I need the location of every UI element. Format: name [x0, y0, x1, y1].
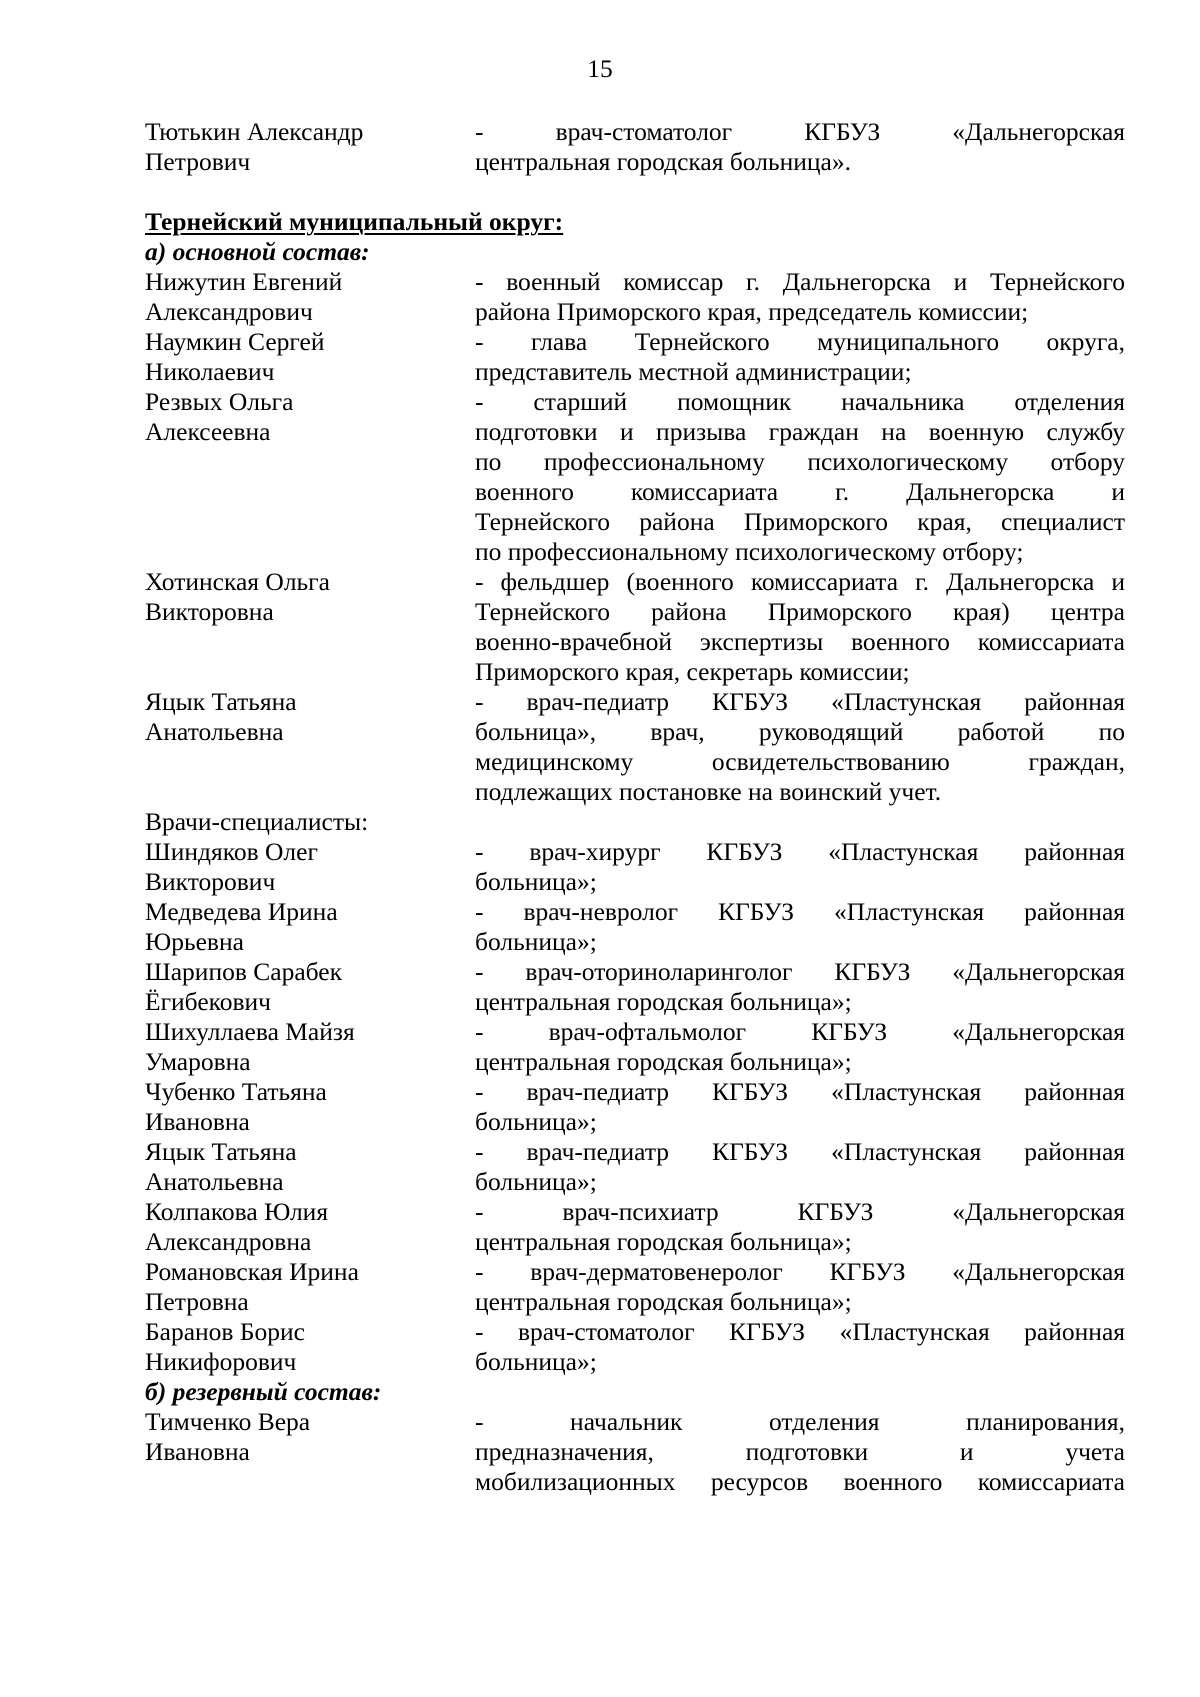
person-entry — [145, 327, 1125, 387]
specialists-label: Врачи-специалисты: — [145, 807, 369, 836]
role-line: - врач-дерматовенеролог КГБУЗ «Дальнегорская — [475, 1257, 1125, 1286]
person-entry — [145, 687, 1125, 807]
person-entry — [145, 1077, 1125, 1137]
name-line: Тимченко Вера — [145, 1407, 311, 1436]
role-line: подлежащих постановке на воинский учет. — [475, 777, 942, 806]
role-line: центральная городская больница»; — [475, 1227, 852, 1256]
role-line: мобилизационных ресурсов военного комиссариата — [475, 1467, 1125, 1496]
role-line: - врач-стоматолог КГБУЗ «Пластунская районная — [475, 1317, 1125, 1346]
person-name — [145, 1077, 475, 1137]
person-entry — [145, 1197, 1125, 1257]
person-entry — [145, 1317, 1125, 1377]
role-line: больница»; — [475, 867, 597, 896]
person-role — [475, 1257, 1125, 1317]
name-line: Наумкин Сергей — [145, 327, 325, 356]
person-name — [145, 1017, 475, 1077]
person-entry — [145, 1137, 1125, 1197]
person-name — [145, 957, 475, 1017]
name-line: Яцык Татьяна — [145, 1137, 297, 1166]
page-number: 15 — [587, 54, 613, 83]
role-line: - врач-педиатр КГБУЗ «Пластунская районная — [475, 687, 1125, 716]
role-line: - врач-педиатр КГБУЗ «Пластунская районная — [475, 1137, 1125, 1166]
person-entry — [145, 837, 1125, 897]
person-role — [475, 327, 1125, 387]
specialists-list — [145, 837, 1125, 1377]
role-line: - старший помощник начальника отделения — [475, 387, 1125, 416]
person-entry — [145, 897, 1125, 957]
name-line: Алексеевна — [145, 417, 271, 446]
role-line: - начальник отделения планирования, — [475, 1407, 1125, 1436]
name-line: Колпакова Юлия — [145, 1197, 329, 1226]
name-line: Умаровна — [145, 1047, 251, 1076]
role-line: центральная городская больница»; — [475, 1047, 852, 1076]
person-name — [145, 117, 475, 177]
role-line: по профессиональному психологическому отбору — [475, 447, 1125, 476]
document-body — [145, 117, 1125, 1497]
person-name — [145, 267, 475, 327]
name-line: Анатольевна — [145, 717, 284, 746]
role-line: - глава Тернейского муниципального округа, — [475, 327, 1125, 356]
role-line: центральная городская больница»; — [475, 1287, 852, 1316]
person-role — [475, 1317, 1125, 1377]
person-role — [475, 687, 1125, 807]
name-line: Ивановна — [145, 1107, 250, 1136]
person-entry — [145, 387, 1125, 567]
role-line: - врач-офтальмолог КГБУЗ «Дальнегорская — [475, 1017, 1125, 1046]
role-line: больница»; — [475, 927, 597, 956]
person-name — [145, 1407, 475, 1467]
role-line: Тернейского района Приморского края, специалист — [475, 507, 1125, 536]
person-name — [145, 1257, 475, 1317]
name-line: Викторович — [145, 867, 276, 896]
person-role — [475, 1077, 1125, 1137]
person-role — [475, 1137, 1125, 1197]
person-entry — [145, 957, 1125, 1017]
name-line: Тютькин Александр — [145, 117, 364, 146]
person-name — [145, 1317, 475, 1377]
person-name — [145, 1137, 475, 1197]
name-line: Шарипов Сарабек — [145, 957, 342, 986]
person-name — [145, 327, 475, 387]
role-line: больница»; — [475, 1167, 597, 1196]
person-name — [145, 897, 475, 957]
role-line: больница»; — [475, 1107, 597, 1136]
role-line: медицинскому освидетельствованию граждан, — [475, 747, 1125, 776]
person-entry — [145, 267, 1125, 327]
name-line: Николаевич — [145, 357, 275, 386]
name-line: Чубенко Татьяна — [145, 1077, 327, 1106]
person-role — [475, 1407, 1125, 1497]
person-role — [475, 957, 1125, 1017]
name-line: Резвых Ольга — [145, 387, 294, 416]
name-line: Баранов Борис — [145, 1317, 305, 1346]
name-line: Александрович — [145, 297, 313, 326]
role-line: военно-врачебной экспертизы военного комиссариата — [475, 627, 1125, 656]
entry-top — [145, 117, 1125, 177]
person-name — [145, 567, 475, 627]
role-line: Тернейского района Приморского края) центра — [475, 597, 1125, 626]
role-line: района Приморского края, председатель комиссии; — [475, 297, 1029, 326]
person-name — [145, 387, 475, 447]
name-line: Ёгибекович — [145, 987, 271, 1016]
person-role — [475, 387, 1125, 567]
role-line: предназначения, подготовки и учета — [475, 1437, 1125, 1466]
role-line: - врач-педиатр КГБУЗ «Пластунская районная — [475, 1077, 1125, 1106]
name-line: Романовская Ирина — [145, 1257, 359, 1286]
person-entry — [145, 567, 1125, 687]
name-line: Яцык Татьяна — [145, 687, 297, 716]
district-title: Тернейский муниципальный округ: — [145, 207, 564, 236]
person-entry — [145, 1407, 1125, 1497]
name-line: Нижутин Евгений — [145, 267, 343, 296]
role-line: - врач-оториноларинголог КГБУЗ «Дальнегорская — [475, 957, 1125, 986]
role-line: центральная городская больница»; — [475, 987, 852, 1016]
role-line: - врач-стоматолог КГБУЗ «Дальнегорская — [475, 117, 1125, 146]
role-line: подготовки и призыва граждан на военную службу — [475, 417, 1125, 446]
name-line: Викторовна — [145, 597, 274, 626]
person-name — [145, 1197, 475, 1257]
role-line: - врач-хирург КГБУЗ «Пластунская районная — [475, 837, 1125, 866]
person-entry — [145, 1257, 1125, 1317]
name-line: Шиндяков Олег — [145, 837, 318, 866]
role-line: представитель местной администрации; — [475, 357, 912, 386]
spacer — [145, 177, 1125, 207]
name-line: Петрович — [145, 147, 251, 176]
name-line: Александровна — [145, 1227, 312, 1256]
person-role — [475, 267, 1125, 327]
person-entry — [145, 1017, 1125, 1077]
name-line: Медведева Ирина — [145, 897, 338, 926]
name-line: Петровна — [145, 1287, 249, 1316]
role-line: по профессиональному психологическому отбору; — [475, 537, 1024, 566]
person-role — [475, 1017, 1125, 1077]
name-line: Шихуллаева Майзя — [145, 1017, 355, 1046]
person-name — [145, 687, 475, 747]
name-line: Ивановна — [145, 1437, 250, 1466]
person-role — [475, 117, 1125, 177]
name-line: Юрьевна — [145, 927, 244, 956]
person-role — [475, 897, 1125, 957]
person-role — [475, 1197, 1125, 1257]
name-line: Никифорович — [145, 1347, 297, 1376]
name-line: Анатольевна — [145, 1167, 284, 1196]
role-line: - врач-невролог КГБУЗ «Пластунская районная — [475, 897, 1125, 926]
role-line: - военный комиссар г. Дальнегорска и Тернейского — [475, 267, 1125, 296]
role-line: больница»; — [475, 1347, 597, 1376]
person-name — [145, 837, 475, 897]
name-line: Хотинская Ольга — [145, 567, 330, 596]
role-line: - фельдшер (военного комиссариата г. Дальнегорска и — [475, 567, 1125, 596]
reserve-composition-title: б) резервный состав: — [145, 1377, 382, 1406]
main-composition-list — [145, 267, 1125, 807]
person-role — [475, 567, 1125, 687]
person-role — [475, 837, 1125, 897]
main-composition-title: а) основной состав: — [145, 237, 370, 266]
role-line: военного комиссариата г. Дальнегорска и — [475, 477, 1125, 506]
reserve-composition-list — [145, 1407, 1125, 1497]
role-line: - врач-психиатр КГБУЗ «Дальнегорская — [475, 1197, 1125, 1226]
role-line: Приморского края, секретарь комиссии; — [475, 657, 910, 686]
role-line: центральная городская больница». — [475, 147, 851, 176]
role-line: больница», врач, руководящий работой по — [475, 717, 1125, 746]
